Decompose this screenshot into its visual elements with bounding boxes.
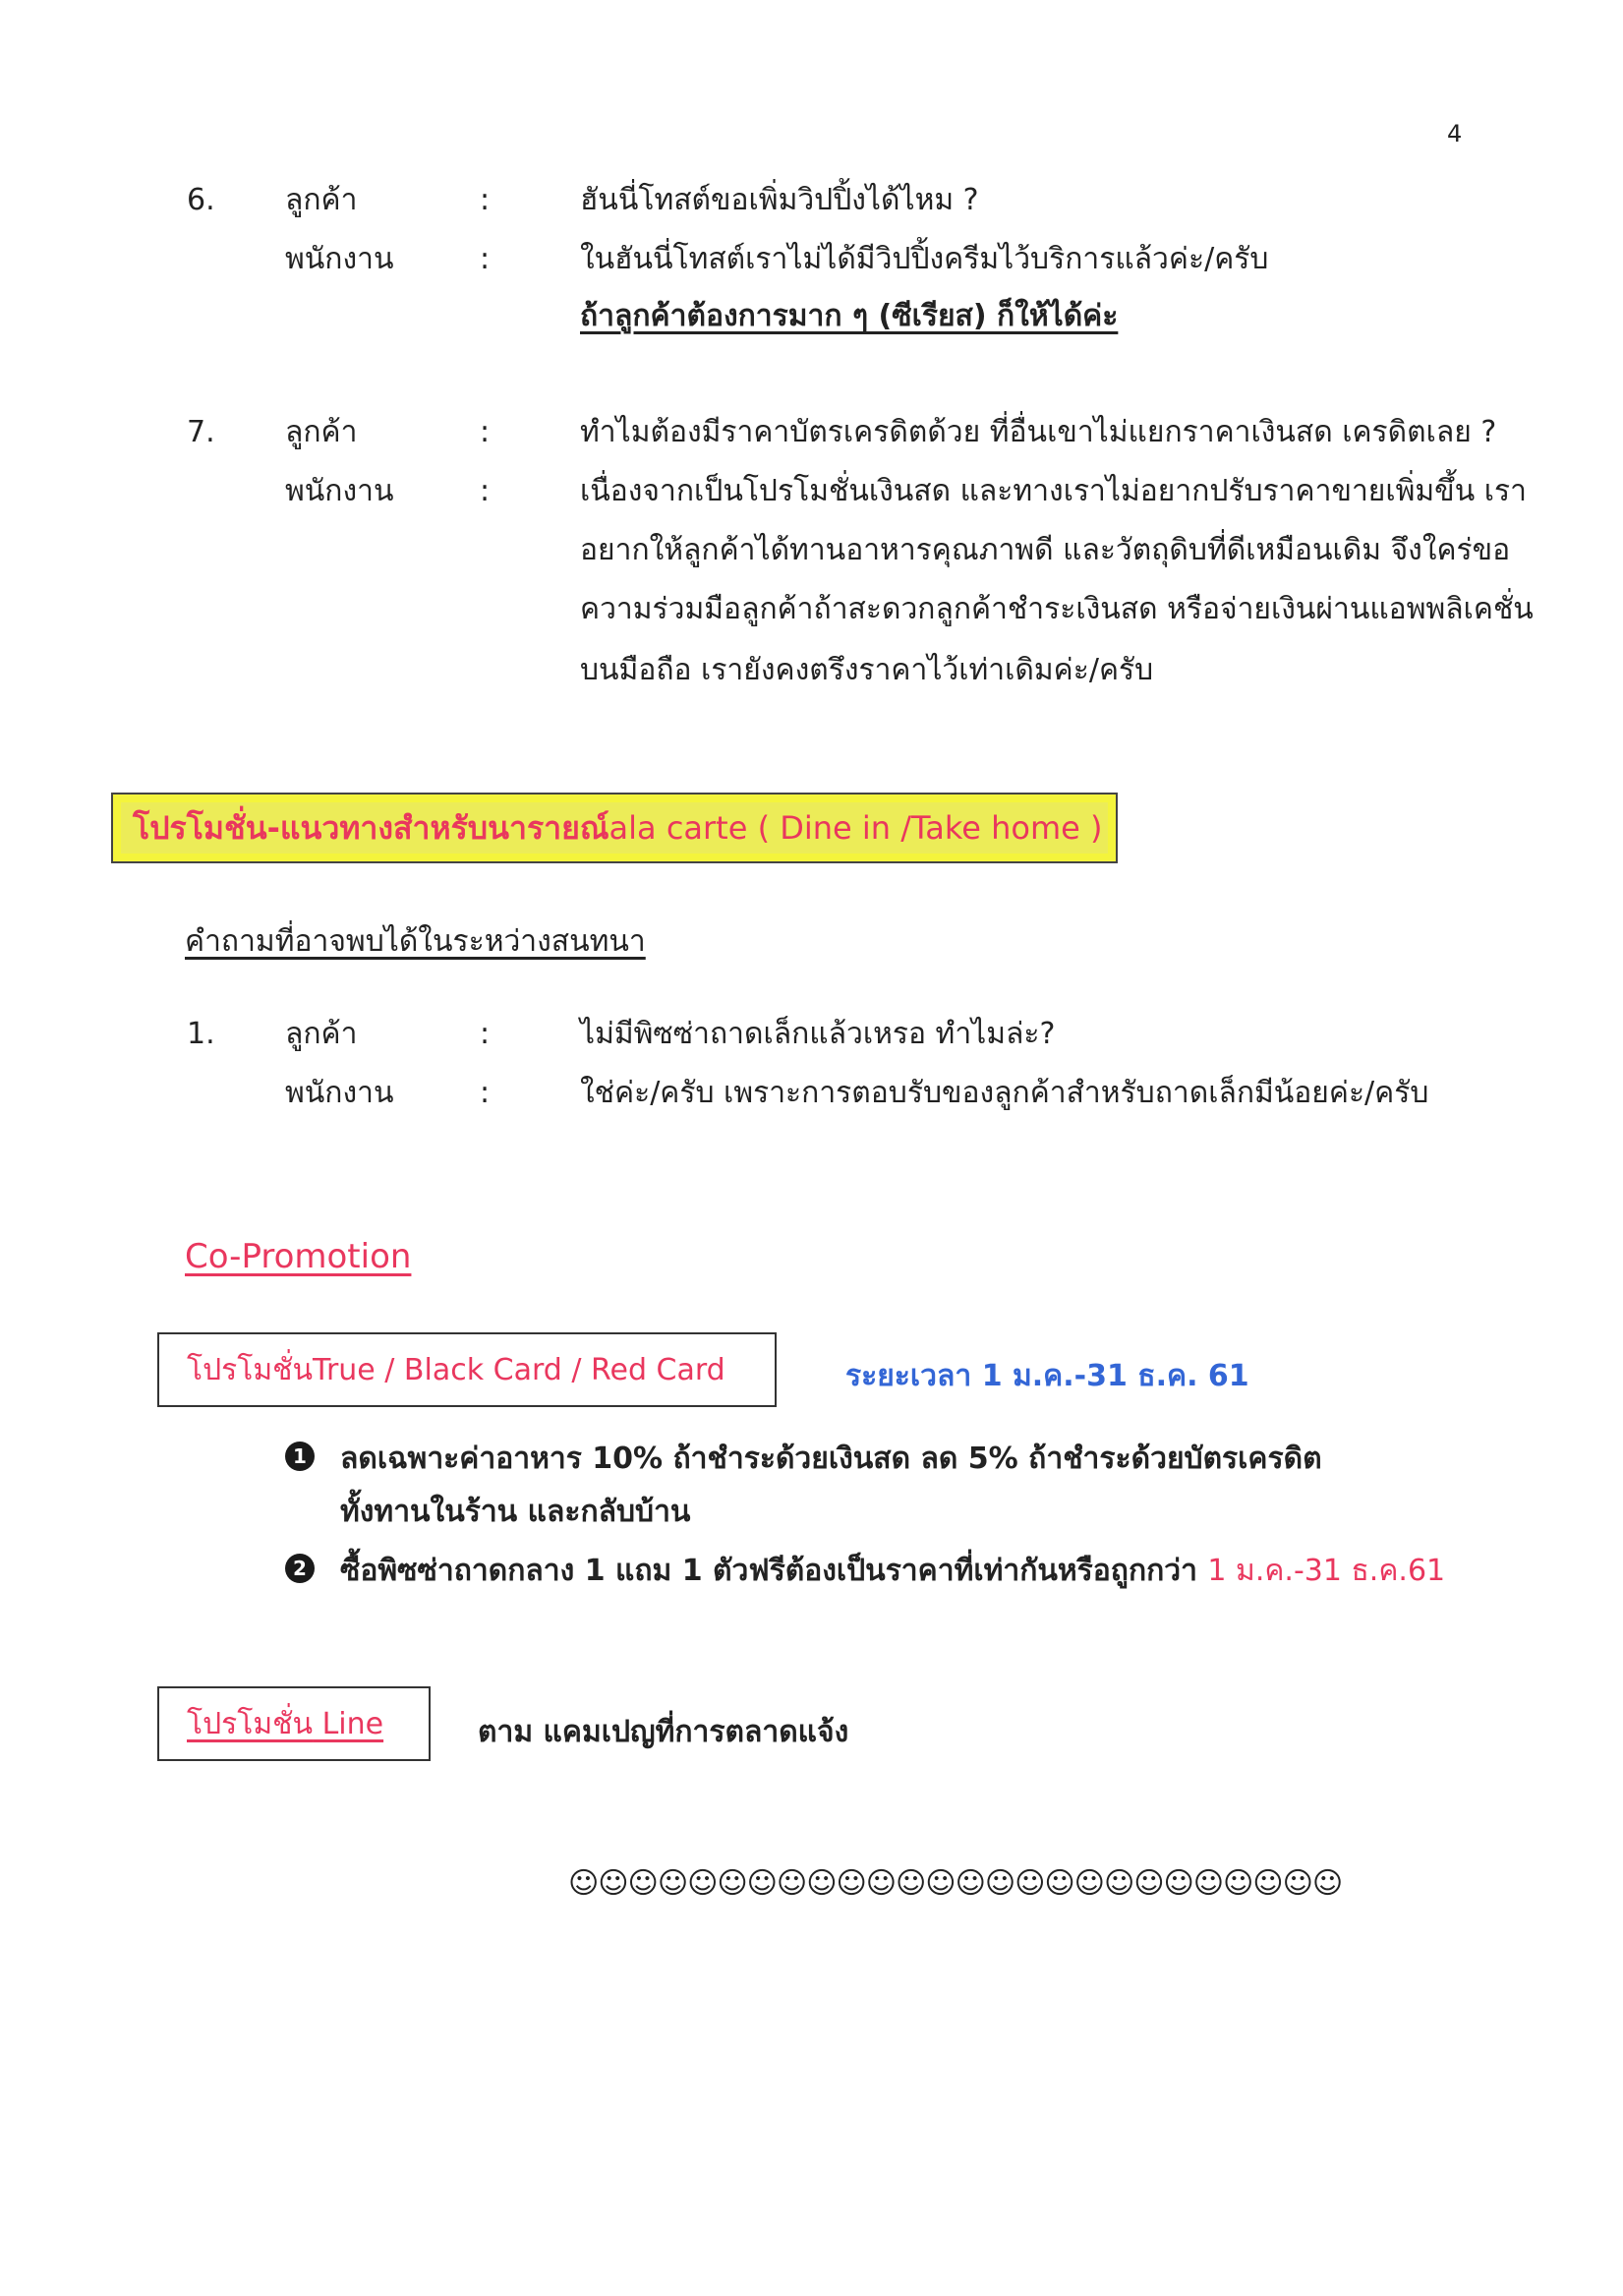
bullet-text-line: ทั้งทานในร้าน และกลับบ้าน bbox=[340, 1495, 691, 1529]
staff-answer-line: อยากให้ลูกค้าได้ทานอาหารคุณภาพดี และวัตถุดิบที่ดีเหมือนเดิม จึงใคร่ขอ bbox=[580, 533, 1511, 567]
colon: : bbox=[480, 415, 491, 449]
staff-label: พนักงาน bbox=[285, 474, 394, 508]
qa-number: 1. bbox=[187, 1017, 215, 1051]
promo-line-label bbox=[187, 1701, 383, 1747]
highlight-heading bbox=[121, 802, 1108, 854]
staff-answer-line: ความร่วมมือลูกค้าถ้าสะดวกลูกค้าชำระเงินสด หรือจ่ายเงินผ่านแอพพลิเคชั่น bbox=[580, 592, 1534, 626]
promo-period-label: ระยะเวลา bbox=[845, 1359, 972, 1393]
customer-question: ฮันนี่โทสต์ขอเพิ่มวิปปิ้งได้ไหม ? bbox=[580, 183, 979, 217]
promo-line-text: ตาม แคมเปญที่การตลาดแจ้ง bbox=[478, 1715, 849, 1749]
bullet-date: 1 ม.ค.-31 ธ.ค.61 bbox=[1207, 1554, 1446, 1588]
colon: : bbox=[480, 474, 491, 508]
colon: : bbox=[480, 1076, 491, 1110]
promo-period bbox=[845, 1355, 1249, 1398]
staff-answer-line: บนมือถือ เรายังคงตรึงราคาไว้เท่าเดิมค่ะ/ครับ bbox=[580, 653, 1154, 687]
promo-line-box bbox=[157, 1686, 431, 1761]
bullet-text bbox=[340, 1550, 1445, 1593]
promo-period-value: 1 ม.ค.-31 ธ.ค. 61 bbox=[971, 1359, 1249, 1393]
qa-number: 6. bbox=[187, 183, 215, 217]
bullet-text-main: ซื้อพิซซ่าถาดกลาง 1 แถม 1 ตัวฟรีต้องเป็นราคาที่เท่ากันหรือถูกกว่า bbox=[340, 1554, 1208, 1588]
customer-question: ทำไมต้องมีราคาบัตรเครดิตด้วย ที่อื่นเขาไม่แยกราคาเงินสด เครดิตเลย ? bbox=[580, 415, 1497, 449]
co-promotion-title: Co-Promotion bbox=[185, 1237, 412, 1276]
bullet-text-line: ลดเฉพาะค่าอาหาร 10% ถ้าชำระด้วยเงินสด ลด 5% ถ้าชำระด้วยบัตรเครดิต bbox=[340, 1442, 1322, 1476]
subheading: คำถามที่อาจพบได้ในระหว่างสนทนา bbox=[185, 924, 646, 959]
promo-line-english: Line bbox=[313, 1706, 384, 1741]
colon: : bbox=[480, 1017, 491, 1051]
qa-number: 7. bbox=[187, 415, 215, 449]
highlight-heading-english: ala carte ( Dine in /Take home ) bbox=[609, 809, 1103, 847]
staff-label: พนักงาน bbox=[285, 242, 394, 276]
highlight-heading-thai: โปรโมชั่น-แนวทางสำหรับนารายณ์ bbox=[133, 808, 609, 847]
customer-question: ไม่มีพิซซ่าถาดเล็กแล้วเหรอ ทำไมล่ะ? bbox=[580, 1017, 1056, 1051]
staff-answer-line: ในฮันนี่โทสต์เราไม่ได้มีวิปปิ้งครีมไว้บริการแล้วค่ะ/ครับ bbox=[580, 242, 1269, 276]
page-number: 4 bbox=[1447, 120, 1463, 147]
colon: : bbox=[480, 242, 491, 276]
promo-true-box bbox=[157, 1332, 777, 1407]
promo-true-english: True / Black Card / Red Card bbox=[313, 1352, 725, 1387]
customer-label: ลูกค้า bbox=[285, 415, 358, 449]
colon: : bbox=[480, 183, 491, 217]
customer-label: ลูกค้า bbox=[285, 1017, 358, 1051]
footer-smileys: ☺☺☺☺☺☺☺☺☺☺☺☺☺☺☺☺☺☺☺☺☺☺☺☺☺☺ bbox=[568, 1866, 1343, 1901]
promo-true-thai: โปรโมชั่น bbox=[187, 1352, 314, 1387]
customer-label: ลูกค้า bbox=[285, 183, 358, 217]
staff-answer-emphasis: ถ้าลูกค้าต้องการมาก ๆ (ซีเรียส) ก็ให้ได้ค่ะ bbox=[580, 299, 1119, 333]
staff-label: พนักงาน bbox=[285, 1076, 394, 1110]
staff-answer-line: ใช่ค่ะ/ครับ เพราะการตอบรับของลูกค้าสำหรับถาดเล็กมีน้อยค่ะ/ครับ bbox=[580, 1076, 1429, 1110]
highlight-heading-box bbox=[111, 793, 1118, 863]
staff-answer-line: เนื่องจากเป็นโปรโมชั่นเงินสด และทางเราไม่อยากปรับราคาขายเพิ่มขึ้น เรา bbox=[580, 474, 1527, 508]
bullet-marker: 2 bbox=[285, 1554, 315, 1583]
bullet-marker: 1 bbox=[285, 1442, 315, 1471]
promo-line-thai: โปรโมชั่น bbox=[187, 1706, 314, 1741]
